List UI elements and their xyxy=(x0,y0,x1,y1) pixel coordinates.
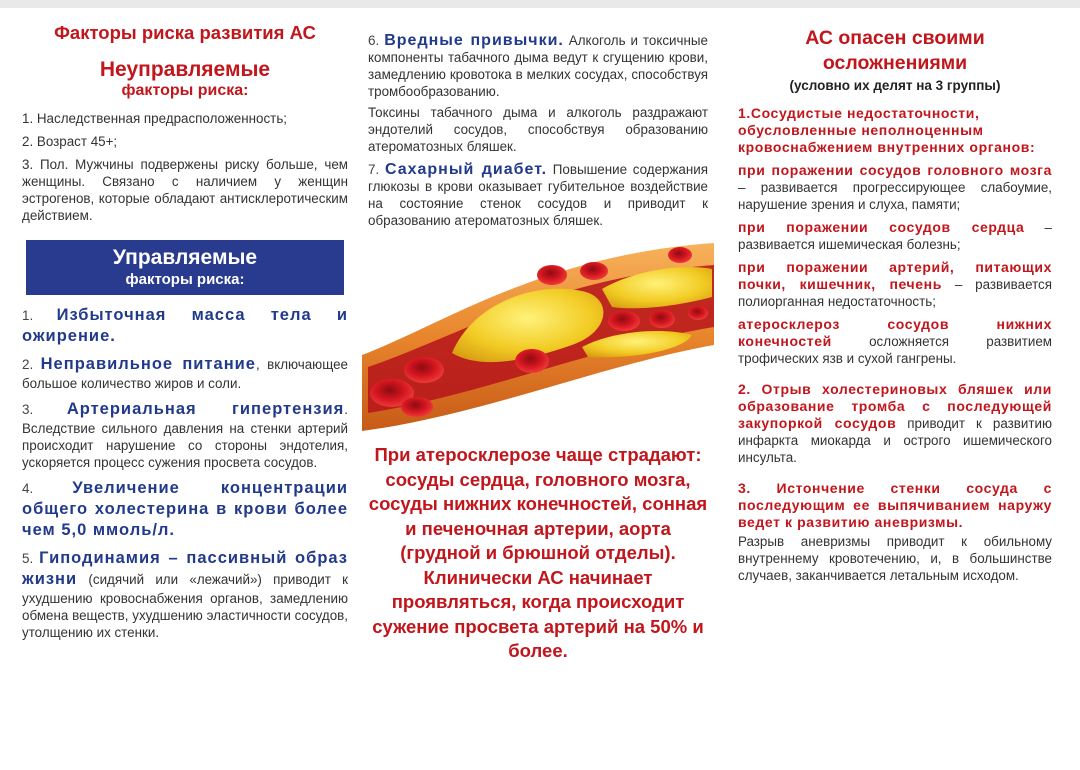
red-blood-cell xyxy=(580,262,608,280)
item-number: 1. xyxy=(22,308,34,323)
managed-item-2 xyxy=(22,354,348,392)
item-text: приводит к развитию инфаркта миокарда и острого ишемического инсульта. xyxy=(738,416,1053,465)
red-blood-cell xyxy=(515,349,549,373)
managed-banner xyxy=(26,240,344,295)
column-risk-factors xyxy=(22,22,348,648)
group-1-item xyxy=(738,259,1052,310)
managed-item-3 xyxy=(22,399,348,471)
managed-item-5 xyxy=(22,548,348,641)
red-blood-cell xyxy=(537,265,567,285)
column-habits xyxy=(368,22,708,664)
item-text: – развивается прогрессирующее слабоумие, нарушение зрения и слуха, памяти; xyxy=(738,180,1052,212)
group-1-item xyxy=(738,162,1052,213)
managed-subtitle: факторы риска: xyxy=(125,271,245,288)
column-complications xyxy=(738,22,1052,584)
unmanaged-item-3: 3. Пол. Мужчины подвержены риску больше, чем женщины. Связано с наличием у женщин эстрогенов, которые обладают антисклеротическим действием. xyxy=(22,157,348,223)
item-heading: Артериальная гипертензия xyxy=(66,400,345,418)
item-text: , включающее большое количество жиров и соли. xyxy=(22,357,348,391)
item-number: 7. xyxy=(368,162,380,177)
unmanaged-subtitle: факторы риска: xyxy=(121,82,249,99)
red-blood-cell xyxy=(401,397,433,417)
unmanaged-title: Неуправляемые xyxy=(99,58,271,81)
red-blood-cell xyxy=(608,311,640,331)
red-blood-cell xyxy=(688,306,708,320)
item-heading: Сахарный диабет. xyxy=(384,161,548,178)
item-text: . Вследствие сильного давления на стенки артерий происходит нарушение со стороны эндотелия, ускоряется процесс сужения просвета сосудов. xyxy=(22,402,348,470)
group-2 xyxy=(738,381,1052,466)
item-text: – развивается полиорганная недостаточность; xyxy=(738,277,1052,309)
item-number: 6. xyxy=(368,33,380,48)
item-heading: Вредные привычки. xyxy=(384,32,564,49)
group-1-heading: 1.Сосудистые недостаточности, обусловленные неполноценным кровоснабжением внутренних органов: xyxy=(738,105,1036,155)
item-heading: при поражении сосудов сердца xyxy=(738,219,1025,235)
group-2-heading: 2. Отрыв холестериновых бляшек или образование тромба с последующей закупоркой сосудов xyxy=(738,381,1052,431)
group-1-item xyxy=(738,219,1052,253)
item-heading: при поражении сосудов головного мозга xyxy=(738,162,1052,178)
complications-title: АС опасен своими осложнениями xyxy=(805,27,985,74)
item-text: (сидячий или «лежачий») приводит к ухудшению кровоснабжения органов, замедлению обмена веществ, ухудшению эластичности сосудов, утолщению их стенки. xyxy=(22,572,348,640)
group-3-text: Разрыв аневризмы приводит к обильному внутреннему кровотечению, и, в большинстве случаев, заканчивается летальным исходом. xyxy=(738,534,1052,583)
item-heading: при поражении артерий, питающих почки, кишечник, печень xyxy=(738,259,1052,292)
item-text: – развивается ишемическая болезнь; xyxy=(738,220,1052,252)
item-number: 3. xyxy=(22,402,34,417)
item-text: Алкоголь и токсичные компоненты табачного дыма ведут к сгущению крови, замедлению кровотока в мелких сосудах, способствуя тромбообразованию. xyxy=(368,33,708,99)
artery-illustration xyxy=(362,235,714,431)
item-number: 4. xyxy=(22,481,34,496)
page-title: Факторы риска развития АС xyxy=(54,22,316,43)
item-heading: атеросклероз сосудов нижних конечностей xyxy=(738,316,1052,349)
item-6-text-2: Токсины табачного дыма и алкоголь раздражают эндотелий сосудов, способствуя образованию атероматозных бляшек. xyxy=(368,105,708,154)
item-heading: Гиподинамия – пассивный образ жизни xyxy=(22,549,348,588)
managed-item-1 xyxy=(22,305,348,347)
top-edge xyxy=(0,0,1080,8)
managed-item-4 xyxy=(22,478,348,541)
unmanaged-item-2: 2. Возраст 45+; xyxy=(22,134,118,149)
item-number: 5. xyxy=(22,551,34,566)
item-heading: Неправильное питание xyxy=(40,355,256,373)
red-blood-cell xyxy=(649,310,675,328)
red-blood-cell xyxy=(668,247,692,263)
unmanaged-item-1: 1. Наследственная предрасположенность; xyxy=(22,111,288,126)
red-blood-cell xyxy=(404,357,444,383)
callout-text: При атеросклерозе чаще страдают: сосуды сердца, головного мозга, сосуды нижних конечностей, сонная и печеночная артерии, аорта (грудной и брюшной отделы). Клинически АС начинает проявляться, когда происходит сужение просвета артерий на 50% и более. xyxy=(368,444,708,661)
item-text: Повышение содержания глюкозы в крови оказывает губительное воздействие на состояние стенок сосудов и приводит к образованию атероматозных бляшек. xyxy=(368,162,708,228)
complications-subtitle: (условно их делят на 3 группы) xyxy=(789,78,1001,93)
item-number: 2. xyxy=(22,357,34,372)
group-3-heading: 3. Истончение стенки сосуда с последующим ее выпячиванием наружу ведет к развитию аневризмы. xyxy=(738,480,1052,530)
item-text: осложняется развитием трофических язв и сухой гангрены. xyxy=(738,334,1052,366)
managed-title: Управляемые xyxy=(112,246,258,269)
item-heading: Избыточная масса тела и ожирение. xyxy=(22,306,348,345)
item-6 xyxy=(368,32,708,100)
item-heading: Увеличение концентрации общего холестерина в крови более чем 5,0 ммоль/л. xyxy=(22,479,348,539)
item-7 xyxy=(368,161,708,229)
group-1-item xyxy=(738,316,1052,367)
